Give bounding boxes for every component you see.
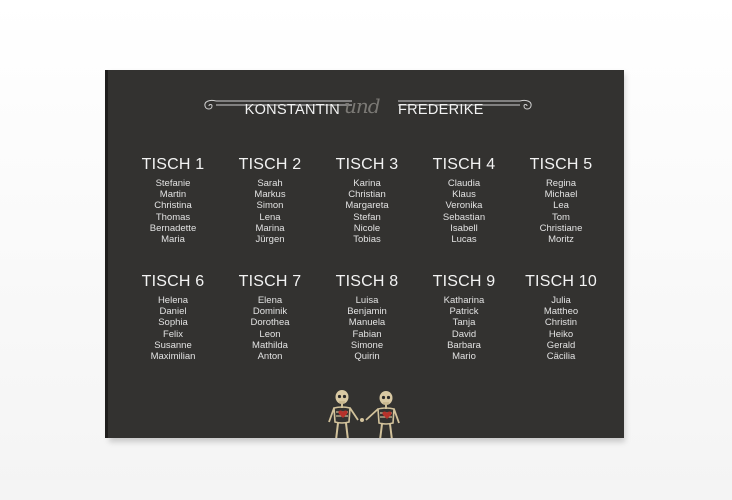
guest-name: Felix xyxy=(162,328,184,340)
guest-name: Simon xyxy=(256,200,284,212)
guest-name: Mario xyxy=(452,351,476,363)
table-title: TISCH 2 xyxy=(238,156,302,173)
table-1 xyxy=(125,156,221,245)
guest-name: Luisa xyxy=(355,295,379,306)
table-title: TISCH 5 xyxy=(529,156,593,173)
table-3 xyxy=(319,156,415,245)
table-title: TISCH 3 xyxy=(335,156,399,173)
table-title: TISCH 1 xyxy=(141,156,205,173)
guest-name: Heiko xyxy=(548,328,574,340)
guest-name: Mattheo xyxy=(543,306,579,318)
guest-name: Isabell xyxy=(450,222,478,234)
guest-name: Sophia xyxy=(158,317,188,329)
guest-name: Manuela xyxy=(348,317,386,329)
guest-name: Anton xyxy=(257,351,283,363)
guest-name: Dorothea xyxy=(250,317,290,329)
guest-name: Martin xyxy=(159,189,187,201)
guest-name: Tanja xyxy=(452,317,476,329)
guest-name: Bernadette xyxy=(149,222,197,234)
guest-name: Simone xyxy=(350,339,384,351)
guest-name: Regina xyxy=(545,178,577,189)
guest-name: Katharina xyxy=(443,295,485,306)
guest-name: Lena xyxy=(259,211,281,223)
guest-name: Maria xyxy=(161,234,185,246)
guest-name: Moritz xyxy=(548,234,574,246)
table-7 xyxy=(222,273,318,362)
guest-name: Karina xyxy=(353,178,381,189)
guest-name: Lea xyxy=(553,200,569,212)
table-5 xyxy=(513,156,609,245)
skeleton-right-icon xyxy=(360,391,399,438)
bride-name: FREDERIKE xyxy=(398,102,484,118)
table-9 xyxy=(416,273,512,362)
guest-name: Lucas xyxy=(451,234,477,246)
connector-script: und xyxy=(344,94,380,118)
table-title: TISCH 4 xyxy=(432,156,496,173)
guest-name: Mathilda xyxy=(252,339,288,351)
guest-name: Christina xyxy=(154,200,192,212)
guest-name: Quirin xyxy=(354,351,380,363)
guest-name: Klaus xyxy=(452,189,476,201)
guest-name: Leon xyxy=(259,328,281,340)
guest-name: Claudia xyxy=(447,178,481,189)
skeleton-couple-illustration xyxy=(322,388,412,438)
table-title: TISCH 9 xyxy=(432,273,496,290)
guest-name: Marina xyxy=(255,222,285,234)
guest-name: Benjamin xyxy=(347,306,387,318)
guest-name: Cäcilia xyxy=(546,351,576,363)
guest-name: Tobias xyxy=(353,234,381,246)
table-8 xyxy=(319,273,415,362)
guest-name: Susanne xyxy=(154,339,192,351)
table-title: TISCH 8 xyxy=(335,273,399,290)
guest-name: Christian xyxy=(348,189,386,201)
table-10 xyxy=(513,273,609,362)
guest-name: Margareta xyxy=(345,200,389,212)
guest-name: Michael xyxy=(544,189,578,201)
guest-name: Julia xyxy=(551,295,571,306)
guest-name: Sarah xyxy=(257,178,283,189)
table-6 xyxy=(125,273,221,362)
guest-name: Markus xyxy=(254,189,286,201)
guest-name: Dominik xyxy=(252,306,288,318)
guest-name: Thomas xyxy=(155,211,191,223)
guest-name: Helena xyxy=(157,295,189,306)
guest-name: Christiane xyxy=(539,222,583,234)
guest-name: Sebastian xyxy=(442,211,486,223)
guest-name: Daniel xyxy=(159,306,187,318)
guest-name: Stefan xyxy=(353,211,381,223)
guest-name: Gerald xyxy=(546,339,576,351)
table-title: TISCH 6 xyxy=(141,273,205,290)
seating-chart-board xyxy=(105,70,624,438)
guest-name: Nicole xyxy=(353,222,381,234)
guest-name: Patrick xyxy=(449,306,479,318)
guest-name: Elena xyxy=(257,295,283,306)
guest-name: Christin xyxy=(544,317,578,329)
guest-name: David xyxy=(451,328,477,340)
groom-name: KONSTANTIN xyxy=(244,102,340,118)
guest-name: Barbara xyxy=(447,339,481,351)
table-4 xyxy=(416,156,512,245)
header-banner xyxy=(108,96,624,126)
table-2 xyxy=(222,156,318,245)
guest-name: Veronika xyxy=(445,200,483,212)
guest-name: Jürgen xyxy=(255,234,285,246)
guest-name: Maximilian xyxy=(150,351,196,363)
table-title: TISCH 10 xyxy=(525,273,597,290)
guest-name: Fabian xyxy=(352,328,382,340)
table-title: TISCH 7 xyxy=(238,273,302,290)
guest-name: Tom xyxy=(552,211,570,223)
skeleton-left-icon xyxy=(329,390,358,438)
guest-name: Stefanie xyxy=(155,178,191,189)
